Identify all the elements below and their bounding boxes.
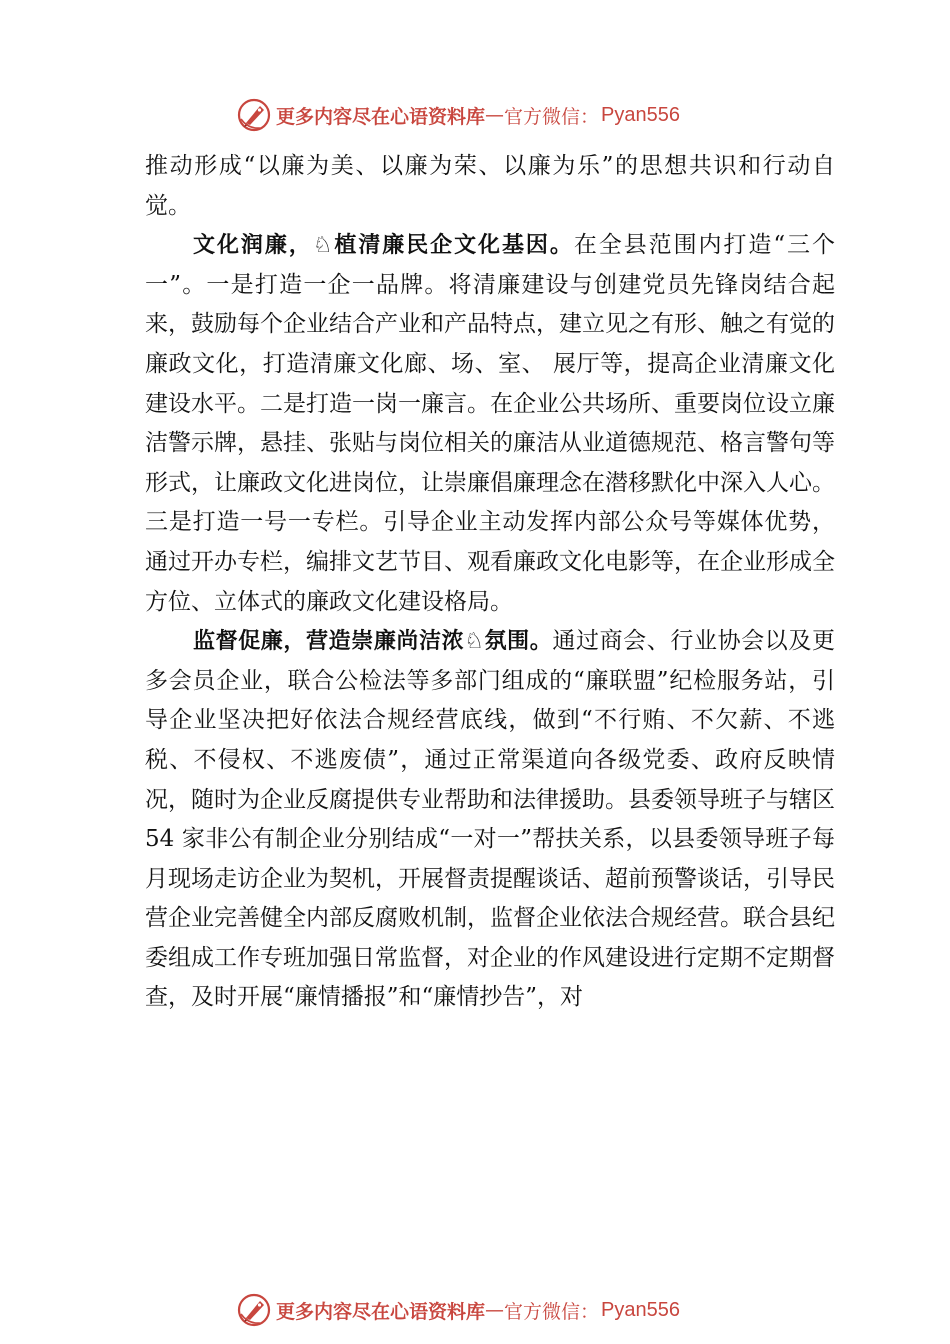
watermark-label: 官方微信： <box>504 1300 600 1323</box>
paragraph-1: 推动形成“以廉为美、以廉为荣、以廉为乐”的思想共识和行动自觉。 <box>145 153 835 219</box>
paragraph-2-heading: 文化润廉，♘植清廉民企文化基因。 <box>193 233 574 259</box>
watermark-separator: — <box>485 104 505 126</box>
footer-watermark <box>236 1290 680 1330</box>
watermark-wechat-id: Pyan556 <box>601 1298 680 1321</box>
pen-nib-seal-icon <box>236 97 272 133</box>
document-body <box>145 147 835 1018</box>
watermark-label: 官方微信： <box>504 105 600 128</box>
watermark-wechat-id: Pyan556 <box>601 103 680 126</box>
watermark-brand-text: 更多内容尽在心语资料库 <box>276 105 486 128</box>
paragraph-2 <box>145 226 835 622</box>
paragraph-2-text: 在全县范围内打造“三个一”。一是打造一企一品牌。将清廉建设与创建党员先锋岗结合起来，鼓励每个企业结合产业和产品特点，建立见之有形、触之有觉的廉政文化，打造清廉文化廊、场、室、 展厅等，提高企业清廉文化建设水平。二是打造一岗一廉言。在企业公共场所、重要岗位设立廉洁警示牌，悬挂、张贴与岗位相关的廉洁从业道德规范、格言警句等形式，让廉政文化进岗位，让崇廉倡廉理念在潜移默化中深入人心。三是打造一号一专栏。引导企业主动发挥内部公众号等媒体优势， 通过开办专栏，编排文艺节目、观看廉政文化电影等，在企业形成全方位、立体式的廉政文化建设格局。 <box>145 232 835 615</box>
watermark-brand-text: 更多内容尽在心语资料库 <box>276 1300 486 1323</box>
watermark-separator: — <box>485 1299 505 1321</box>
header-watermark <box>236 95 680 135</box>
paragraph-3 <box>145 622 835 1018</box>
paragraph-3-heading: 监督促廉，营造崇廉尚洁浓♘氛围。 <box>193 629 553 655</box>
pen-nib-seal-icon <box>236 1292 272 1328</box>
paragraph-3-text: 通过商会、行业协会以及更多会员企业，联合公检法等多部门组成的“廉联盟”纪检服务站，引导企业坚决把好依法合规经营底线，做到“不行贿、不欠薪、不逃税、不侵权、不逃废债”，通过正常渠道向各级党委、政府反映情况，随时为企业反腐提供专业帮助和法律援助。县委领导班子与辖区 54 家非公有制企业分别结成“一对一”帮扶关系，以县委领导班子每月现场走访企业为契机，开展督责提醒谈话、超前预警谈话，引导民营企业完善健全内部反腐败机制，监督企业依法合规经营。联合县纪委组成工作专班加强日常监督，对企业的作风建设进行定期不定期督查，及时开展“廉情播报”和“廉情抄告”，对 <box>145 628 836 1011</box>
